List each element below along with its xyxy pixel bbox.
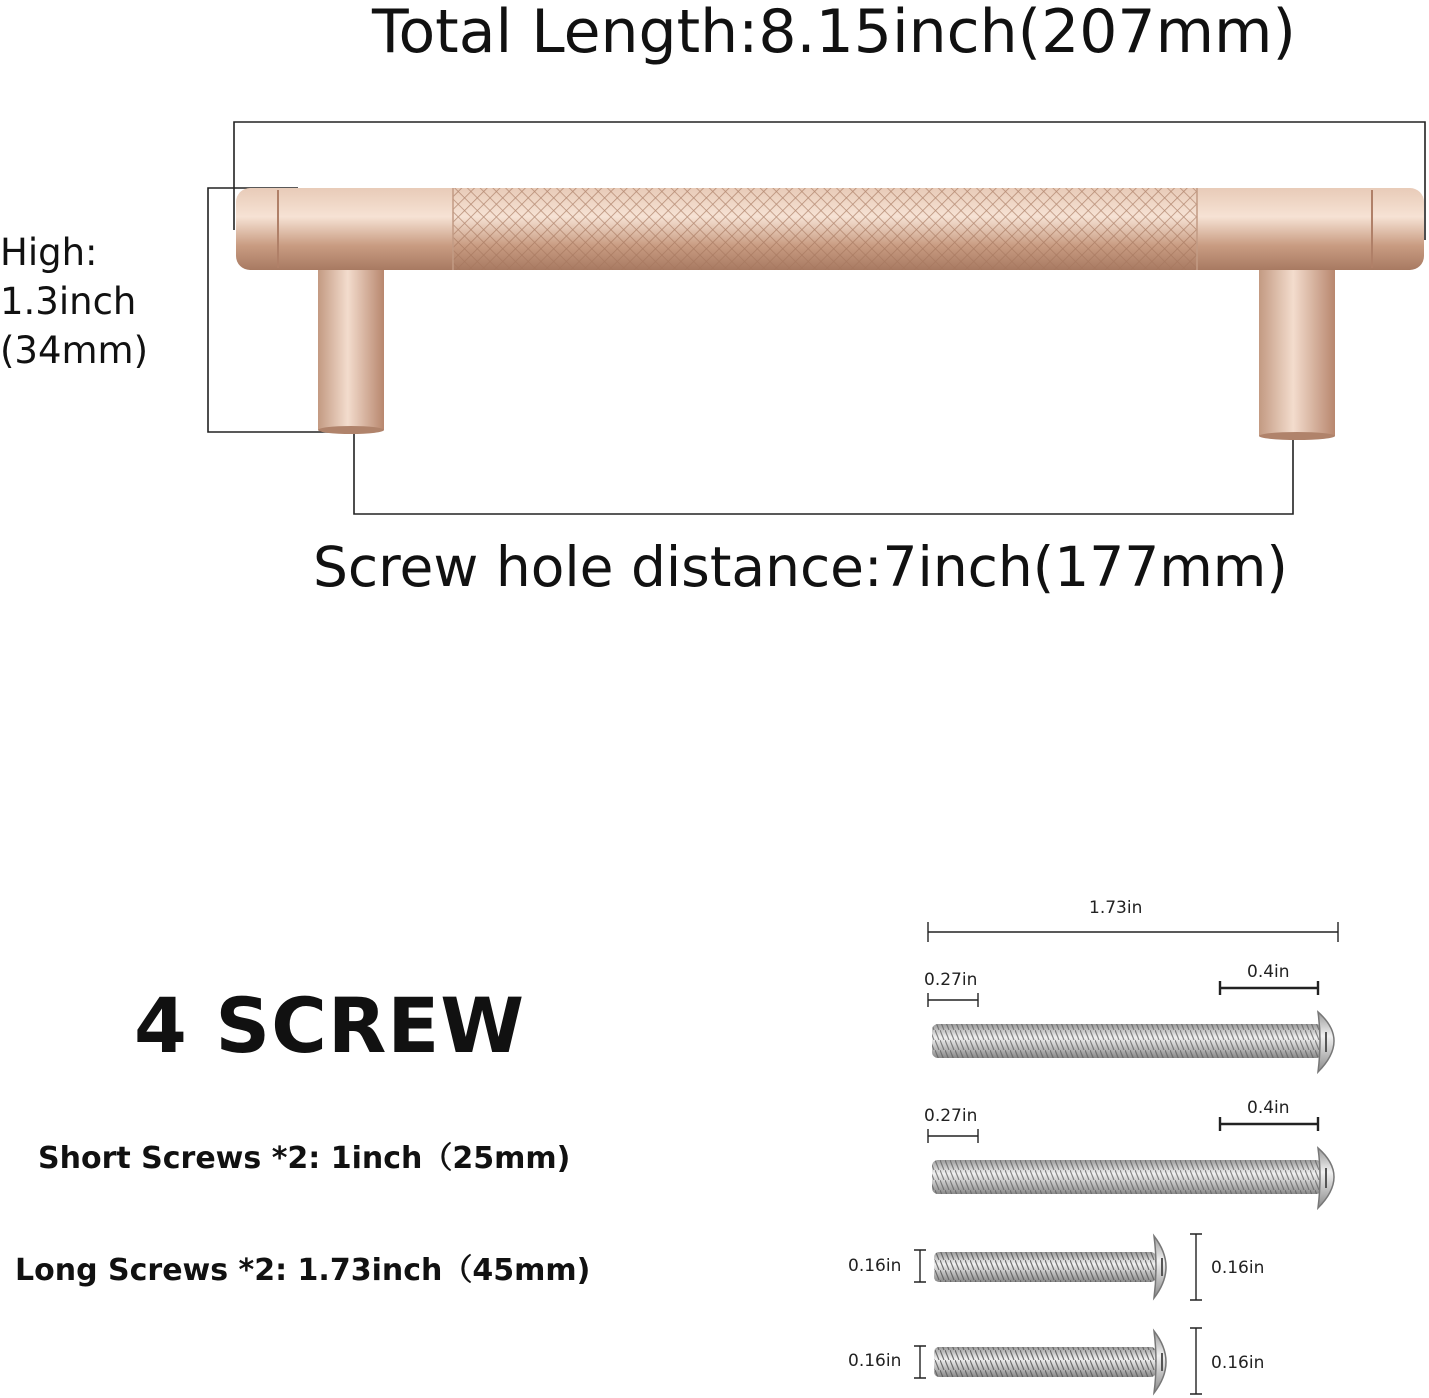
dim-head-line-1 <box>1220 981 1318 995</box>
short-screw-1 <box>934 1236 1166 1298</box>
dim-short2-right <box>1190 1328 1202 1394</box>
dim-total-line <box>928 922 1338 942</box>
total-length-label: Total Length:8.15inch(207mm) <box>372 0 1296 67</box>
dim-head-label-1: 0.4in <box>1247 962 1290 982</box>
dim-head-line-2 <box>1220 1117 1318 1131</box>
height-label <box>0 228 148 375</box>
dim-short2-left <box>914 1346 926 1378</box>
height-label-line1: High: <box>0 231 98 274</box>
screw-title: 4 SCREW <box>134 981 526 1070</box>
dim-head-label-2: 0.4in <box>1247 1098 1290 1118</box>
dim-tip-line-1 <box>928 993 978 1007</box>
height-label-line3: (34mm) <box>0 329 149 372</box>
long-screw-spec: Long Screws *2: 1.73inch（45mm) <box>15 1253 591 1288</box>
dim-total-label: 1.73in <box>1089 898 1143 918</box>
dim-tip-label-2: 0.27in <box>924 1106 978 1126</box>
long-screw-2 <box>932 1148 1334 1208</box>
short-screw-2 <box>934 1331 1166 1393</box>
short-screw-1-left-label: 0.16in <box>848 1256 902 1276</box>
handle-bar <box>236 188 1424 270</box>
handle-leg-left <box>318 252 384 434</box>
dim-tip-label-1: 0.27in <box>924 970 978 990</box>
dim-short1-right <box>1190 1234 1202 1300</box>
short-screw-spec: Short Screws *2: 1inch（25mm) <box>38 1141 571 1176</box>
short-screw-1-right-label: 0.16in <box>1211 1258 1265 1278</box>
short-screw-2-right-label: 0.16in <box>1211 1353 1265 1373</box>
short-screw-2-left-label: 0.16in <box>848 1351 902 1371</box>
height-label-line2: 1.3inch <box>0 280 137 323</box>
hole-distance-bracket <box>354 432 1293 514</box>
hole-distance-label: Screw hole distance:7inch(177mm) <box>313 535 1288 599</box>
long-screw-1 <box>932 1012 1334 1072</box>
handle-leg-right <box>1259 252 1335 440</box>
dim-tip-line-2 <box>928 1129 978 1143</box>
dim-short1-left <box>914 1250 926 1282</box>
